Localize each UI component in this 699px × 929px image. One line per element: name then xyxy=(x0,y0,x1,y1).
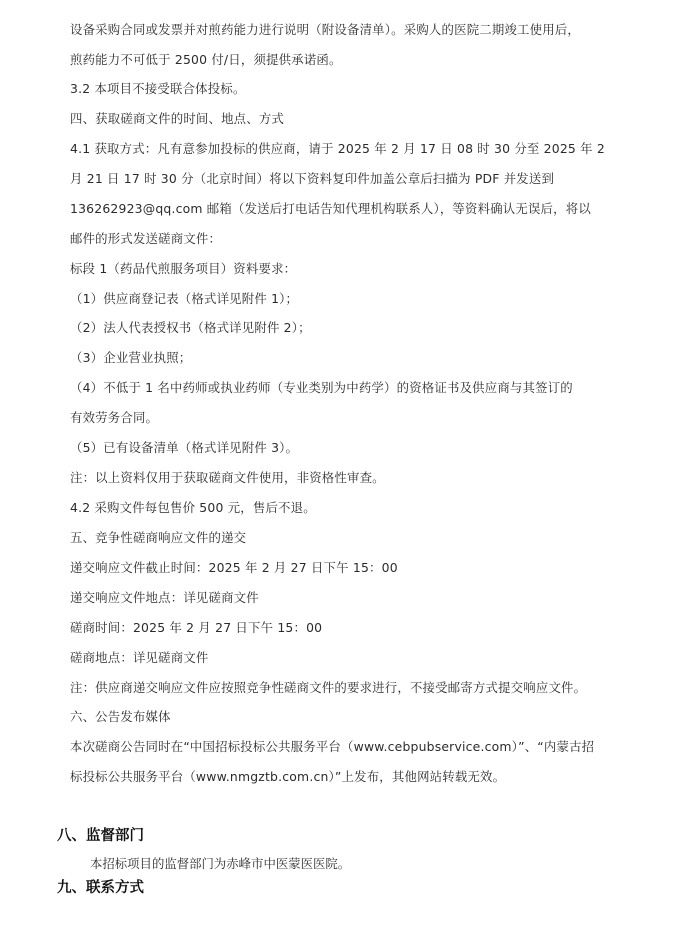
text-line: 递交响应文件截止时间：2025 年 2 月 27 日下午 15：00 xyxy=(70,560,398,575)
text-line: 设备采购合同或发票并对煎药能力进行说明（附设备清单）。采购人的医院二期竣工使用后， xyxy=(70,22,581,37)
text-line: 递交响应文件地点：详见磋商文件 xyxy=(70,590,259,605)
section-heading-6: 六、公告发布媒体 xyxy=(70,709,171,724)
text-line: 标段 1（药品代煎服务项目）资料要求： xyxy=(70,261,297,276)
section-heading-8: 八、监督部门 xyxy=(57,828,144,844)
list-item: （2）法人代表授权书（格式详见附件 2）； xyxy=(70,320,311,335)
section-heading-9: 九、联系方式 xyxy=(57,880,144,896)
note-line: 注：以上资料仅用于获取磋商文件使用，非资格性审查。 xyxy=(70,470,385,485)
text-line: 煎药能力不可低于 2500 付/日，须提供承诺函。 xyxy=(70,52,342,67)
note-line: 注：供应商递交响应文件应按照竞争性磋商文件的要求进行，不接受邮寄方式提交响应文件。 xyxy=(70,680,587,695)
section-heading-4: 四、获取磋商文件的时间、地点、方式 xyxy=(70,111,285,126)
text-line: 磋商地点：详见磋商文件 xyxy=(70,650,209,665)
text-line: 邮件的形式发送磋商文件： xyxy=(70,231,222,246)
text-line: 本次磋商公告同时在“中国招标投标公共服务平台（www.cebpubservice.com）”、“内蒙古招 xyxy=(70,739,595,754)
text-line: 3.2 本项目不接受联合体投标。 xyxy=(70,81,246,96)
text-line: 月 21 日 17 时 30 分（北京时间）将以下资料复印件加盖公章后扫描为 PDF 并发送到 xyxy=(70,171,555,186)
text-line: 标投标公共服务平台（www.nmgztb.com.cn）”上发布，其他网站转载无效。 xyxy=(70,769,506,784)
section-8-body: 本招标项目的监督部门为赤峰市中医蒙医医院。 xyxy=(90,856,351,871)
list-item: （5）已有设备清单（格式详见附件 3）。 xyxy=(70,440,299,455)
list-item: （1）供应商登记表（格式详见附件 1）； xyxy=(70,291,299,306)
text-line: 136262923@qq.com 邮箱（发送后打电话告知代理机构联系人），等资料确认无误后，将以 xyxy=(70,201,591,216)
text-line: 4.2 采购文件每包售价 500 元，售后不退。 xyxy=(70,500,316,515)
list-item: （3）企业营业执照； xyxy=(70,350,192,365)
list-item: （4）不低于 1 名中药师或执业药师（专业类别为中药学）的资格证书及供应商与其签订的 xyxy=(70,380,573,395)
text-line: 有效劳务合同。 xyxy=(70,410,159,425)
section-heading-5: 五、竞争性磋商响应文件的递交 xyxy=(70,530,247,545)
text-line: 磋商时间：2025 年 2 月 27 日下午 15：00 xyxy=(70,620,323,635)
text-line: 4.1 获取方式：凡有意参加投标的供应商，请于 2025 年 2 月 17 日 08 时 30 分至 2025 年 2 xyxy=(70,141,605,156)
